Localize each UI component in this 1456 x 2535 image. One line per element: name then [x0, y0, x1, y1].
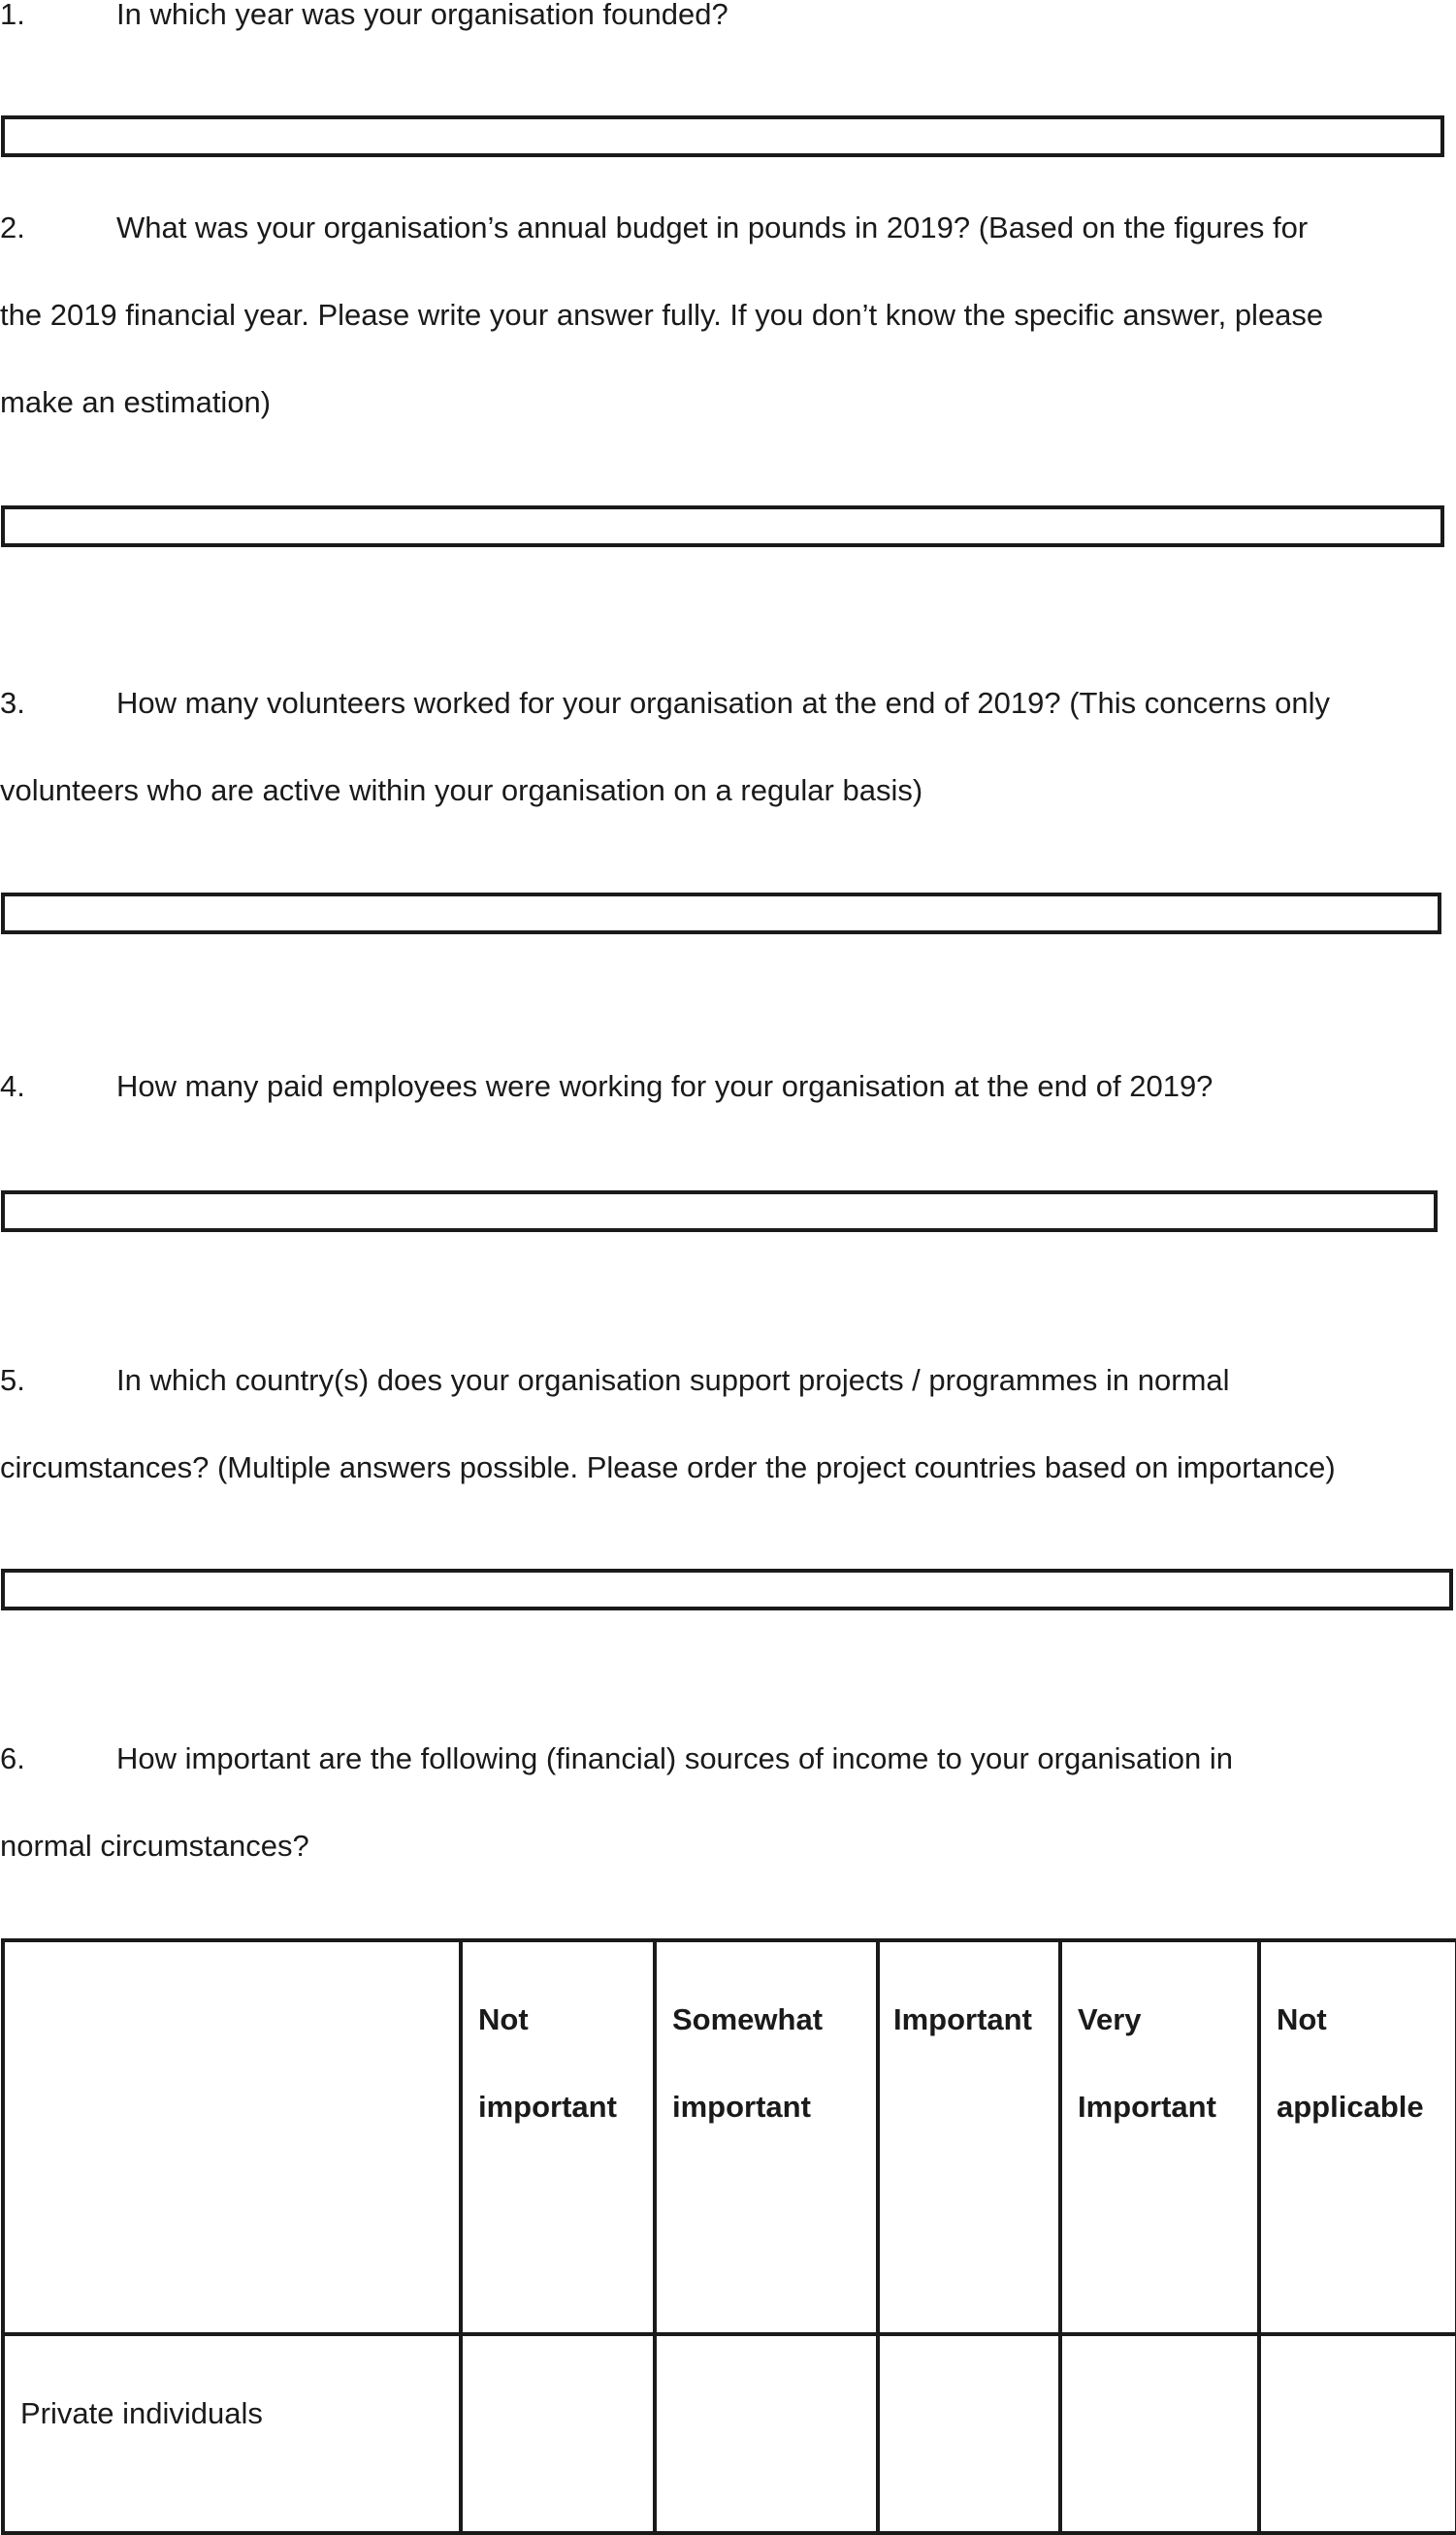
question-line: make an estimation)	[0, 385, 272, 419]
question-text: How many volunteers worked for your organisation at the end of 2019? (This concerns only	[116, 686, 1331, 720]
q3-answer-field[interactable]	[1, 893, 1441, 934]
q2-answer-field[interactable]	[1, 505, 1444, 547]
column-header-very-important: Very Important	[1060, 1940, 1259, 2334]
question-text: How important are the following (financial) sources of income to your organisation in	[116, 1741, 1234, 1775]
question-line: normal circumstances?	[0, 1829, 309, 1863]
question-1	[0, 0, 1456, 58]
question-2	[0, 184, 1456, 446]
question-5	[0, 1337, 1456, 1511]
question-text: How many paid employees were working for your organisation at the end of 2019?	[116, 1069, 1213, 1103]
table-row	[3, 2334, 1456, 2533]
question-line	[0, 1043, 1456, 1130]
question-line	[0, 660, 1456, 747]
question-line: circumstances? (Multiple answers possible. Please order the project countries based on importance)	[0, 1450, 1336, 1484]
question-3	[0, 660, 1456, 834]
question-text: In which year was your organisation founded?	[116, 0, 728, 31]
column-header-important: Important	[878, 1940, 1060, 2334]
question-line	[0, 1715, 1456, 1803]
question-line: volunteers who are active within your organisation on a regular basis)	[0, 773, 923, 807]
rating-cell-important[interactable]	[878, 2334, 1060, 2533]
question-number: 6.	[0, 1741, 25, 1775]
question-4	[0, 1043, 1456, 1130]
income-sources-table	[1, 1938, 1456, 2535]
rating-cell-not-applicable[interactable]	[1259, 2334, 1456, 2533]
q1-answer-field[interactable]	[1, 115, 1444, 157]
question-6	[0, 1715, 1456, 1890]
question-number: 3.	[0, 686, 25, 720]
question-line: the 2019 financial year. Please write your answer fully. If you don’t know the specific answer, please	[0, 298, 1324, 332]
question-line	[0, 184, 1456, 272]
row-label: Private individuals	[3, 2334, 461, 2533]
rating-cell-very-important[interactable]	[1060, 2334, 1259, 2533]
q4-answer-field[interactable]	[1, 1190, 1438, 1232]
question-number: 1.	[0, 0, 25, 31]
question-number: 5.	[0, 1363, 25, 1397]
question-text: In which country(s) does your organisation support projects / programmes in normal	[116, 1363, 1230, 1397]
q5-answer-field[interactable]	[1, 1569, 1453, 1610]
question-text: What was your organisation’s annual budget in pounds in 2019? (Based on the figures for	[116, 211, 1309, 244]
question-number: 4.	[0, 1069, 25, 1103]
question-line	[0, 0, 1456, 58]
question-line	[0, 1337, 1456, 1424]
column-header-somewhat-important: Somewhat important	[655, 1940, 878, 2334]
question-number: 2.	[0, 211, 25, 244]
rating-cell-somewhat-important[interactable]	[655, 2334, 878, 2533]
column-header-not-important: Not important	[461, 1940, 655, 2334]
empty-header-cell	[3, 1940, 461, 2334]
rating-cell-not-important[interactable]	[461, 2334, 655, 2533]
column-header-not-applicable: Not applicable	[1259, 1940, 1456, 2334]
table-header-row	[3, 1940, 1456, 2334]
